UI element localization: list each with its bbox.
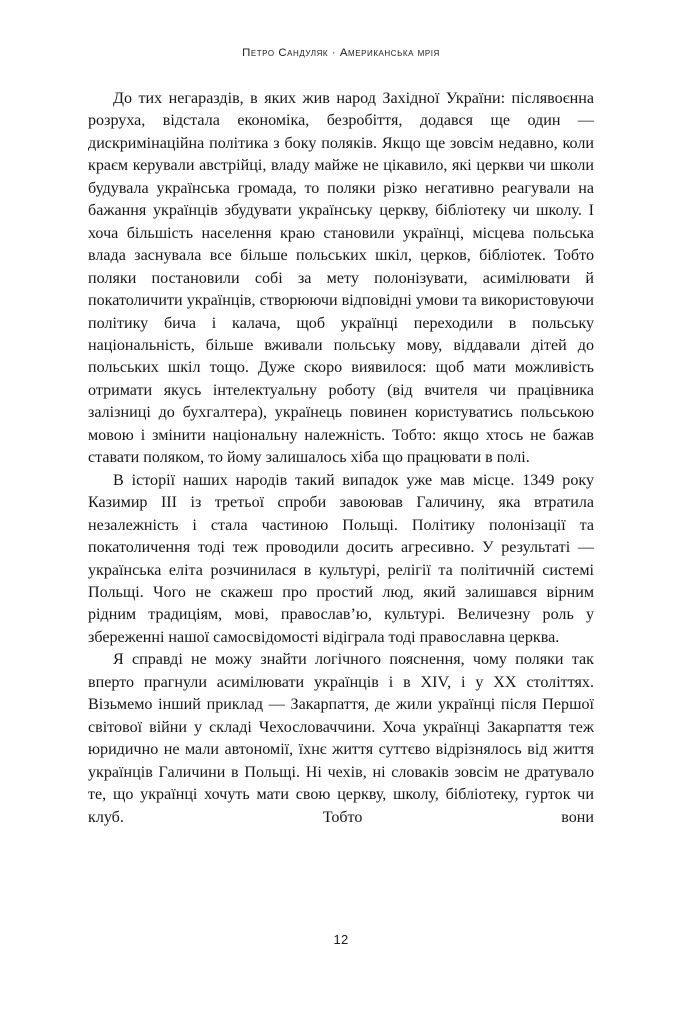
body-text-block <box>88 88 594 851</box>
page-number: 12 <box>333 932 349 947</box>
paragraph: Я справді не можу знайти логічного пояснення, чому поляки так вперто прагнули асимілювати українців і в XIV, і у XX століттях. Візьмемо інший приклад — Закарпаття, де жили українці після Першої світової війни у складі Чехословаччини. Хоча українці Закарпаття теж юридично не мали автономії, їхнє життя суттєво відрізнялось від життя українців Галичини в Польщі. Ні чехів, ні словаків зовсім не дратувало те, що українці хочуть мати свою церкву, школу, бібліотеку, гурток чи клуб. Тобто вони <box>88 651 594 826</box>
running-head: Петро Сандуляк · Американська мрія <box>242 47 440 59</box>
paragraph: В історії наших народів такий випадок уже мав місце. 1349 року Казимир III із третьої спроби завоював Галичину, яка втратила незалежність і стала частиною Польщі. Політику полонізації та покатоличення тоді теж проводили досить агресивно. У результаті — українська еліта розчинилася в культурі, релігії та політичній системі Польщі. Чого не скажеш про простий люд, який залишався вірним рідним традиціям, мові, православ’ю, культурі. Величезну роль у збереженні нашої самосвідомості відіграла тоді православна церква. <box>88 471 594 646</box>
paragraph: До тих негараздів, в яких жив народ Західної України: післявоєнна розруха, відстала економіка, безробіття, додався ще один — дискримінаційна політика з боку поляків. Якщо ще зовсім недавно, коли краєм керували австрійці, владу майже не цікавило, які церкви чи школи будувала українська громада, то поляки різко негативно реагували на бажання українців збудувати українську церкву, бібліотеку чи школу. І хоча більшість населення краю становили українці, місцева польська влада заснувала все більше польських шкіл, церков, бібліотек. Тобто поляки постановили собі за мету полонізувати, асимілювати й покатоличити українців, створюючи відповідні умови та використовуючи політику бича і калача, щоб українці переходили в польську національність, більше вживали польську мову, віддавали дітей до польських шкіл тощо. Дуже скоро виявилося: щоб мати можливість отримати якусь інтелектуальну роботу (від вчителя чи працівника залізниці до бухгалтера), українець повинен користуватись польською мовою і змінити національну належність. Тобто: якщо хтось не бажав ставати поляком, то йому залишалось хіба що працювати в полі. <box>88 90 594 467</box>
